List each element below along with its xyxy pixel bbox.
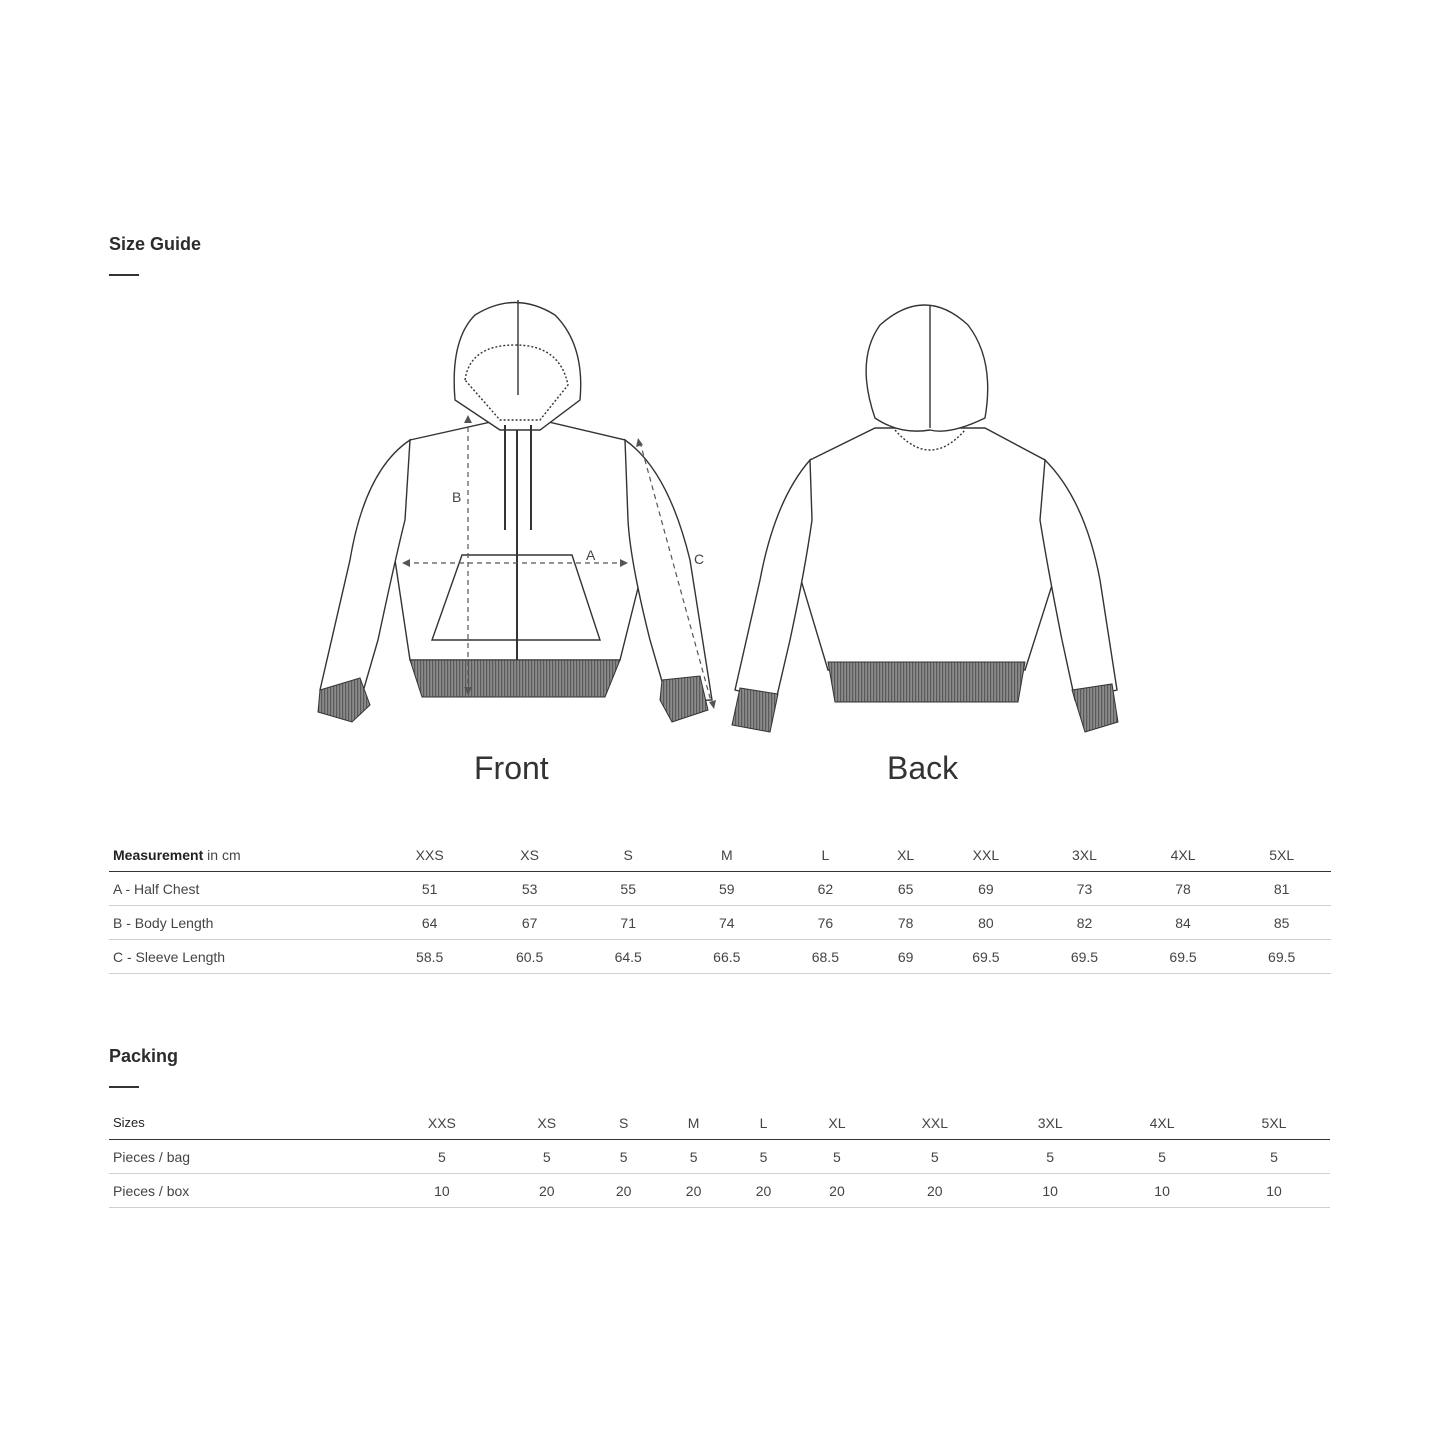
row-label: Pieces / box [113, 1182, 190, 1199]
table-cell: 64 [421, 914, 438, 931]
back-left-cuff [732, 688, 778, 732]
table-row [109, 1140, 1330, 1174]
size-guide-rule [109, 274, 139, 276]
table-cell: 10 [1042, 1182, 1058, 1199]
table-cell: 60.5 [516, 948, 544, 965]
size-col-header: XXS [415, 846, 444, 863]
size-col-header: M [687, 1114, 700, 1131]
table-cell: 53 [521, 880, 538, 897]
table-cell: 82 [1076, 914, 1093, 931]
size-col-header: XXS [427, 1114, 456, 1131]
size-col-header: 4XL [1149, 1114, 1175, 1131]
table-cell: 84 [1175, 914, 1191, 931]
front-hoodie [320, 300, 712, 702]
table-cell: 5 [759, 1148, 768, 1165]
table-cell: 5 [833, 1148, 841, 1165]
front-right-cuff [660, 676, 708, 722]
back-label: Back [887, 750, 959, 786]
back-right-cuff [1072, 684, 1118, 732]
table-cell: 5 [1158, 1148, 1166, 1165]
table-cell: 62 [817, 880, 834, 897]
measurement-header-unit: in cm [203, 846, 241, 863]
table-cell: 5 [689, 1148, 698, 1165]
table-cell: 20 [829, 1182, 845, 1199]
table-cell: 69 [978, 880, 994, 897]
row-label: Pieces / bag [113, 1148, 191, 1165]
sizes-header: Sizes [113, 1115, 145, 1130]
table-cell: 20 [755, 1182, 772, 1199]
table-cell: 20 [538, 1182, 555, 1199]
table-cell: 74 [719, 914, 735, 931]
table-row [109, 872, 1331, 906]
row-label: C - Sleeve Length [113, 948, 226, 965]
table-cell: 69.5 [1070, 948, 1099, 965]
back-hoodie [735, 305, 1117, 700]
marker-c: C [694, 551, 705, 567]
marker-b: B [452, 489, 462, 505]
table-cell: 5 [619, 1148, 628, 1165]
table-cell: 5 [930, 1148, 939, 1165]
size-col-header: S [618, 1114, 629, 1131]
table-row [109, 940, 1331, 974]
table-cell: 85 [1273, 914, 1290, 931]
size-col-header: XS [537, 1114, 557, 1131]
size-col-header: XXL [972, 846, 1000, 863]
packing-rule [109, 1086, 139, 1088]
table-cell: 66.5 [713, 948, 741, 965]
table-cell: 69.5 [1268, 948, 1296, 965]
table-cell: 78 [1175, 880, 1191, 897]
table-cell: 76 [817, 914, 834, 931]
size-table [109, 838, 1331, 974]
size-col-header: M [720, 846, 733, 863]
table-cell: 10 [1154, 1182, 1170, 1199]
table-cell: 10 [434, 1182, 450, 1199]
table-cell: 67 [521, 914, 538, 931]
table-cell: 5 [1046, 1148, 1055, 1165]
table-cell: 69.5 [1169, 948, 1197, 965]
measurement-header-label: Measurement [113, 846, 204, 863]
size-col-header: XL [897, 846, 915, 863]
size-col-header: 5XL [1269, 846, 1295, 863]
size-col-header: L [821, 846, 830, 863]
measurement-header [109, 838, 379, 872]
table-cell: 64.5 [614, 948, 642, 965]
table-cell: 5 [437, 1148, 446, 1165]
table-row [109, 906, 1331, 940]
table-cell: 20 [685, 1182, 702, 1199]
table-cell: 73 [1076, 880, 1093, 897]
table-row [109, 1174, 1330, 1208]
table-cell: 51 [421, 880, 438, 897]
table-cell: 69 [897, 948, 914, 965]
table-cell: 5 [1270, 1148, 1278, 1165]
table-cell: 71 [620, 914, 636, 931]
table-cell: 78 [897, 914, 914, 931]
table-cell: 81 [1273, 880, 1290, 897]
table-cell: 59 [719, 880, 735, 897]
size-table-header [109, 838, 1331, 872]
size-col-header: XS [520, 846, 539, 863]
size-col-header: 5XL [1261, 1114, 1287, 1131]
front-label: Front [474, 750, 549, 786]
table-cell: 80 [978, 914, 994, 931]
row-label: B - Body Length [113, 914, 214, 931]
back-waistband [828, 662, 1025, 702]
size-guide-title: Size Guide [109, 234, 202, 254]
table-cell: 65 [897, 880, 914, 897]
packing-table-header [109, 1106, 1330, 1140]
table-cell: 68.5 [811, 948, 839, 965]
table-cell: 55 [620, 880, 636, 897]
packing-table [109, 1106, 1330, 1208]
row-label: A - Half Chest [113, 880, 200, 897]
size-col-header: 3XL [1072, 846, 1097, 863]
table-cell: 5 [542, 1148, 551, 1165]
size-col-header: XL [828, 1114, 846, 1131]
table-cell: 20 [615, 1182, 632, 1199]
front-waistband [410, 660, 620, 697]
size-col-header: S [623, 846, 633, 863]
packing-title: Packing [109, 1046, 179, 1066]
size-col-header: XXL [921, 1114, 949, 1131]
table-cell: 58.5 [416, 948, 444, 965]
hoodie-illustration [300, 290, 1140, 750]
marker-a: A [586, 547, 596, 563]
table-cell: 69.5 [972, 948, 1000, 965]
table-cell: 10 [1266, 1182, 1282, 1199]
size-col-header: L [759, 1114, 768, 1131]
table-cell: 20 [927, 1182, 943, 1199]
size-col-header: 4XL [1170, 846, 1196, 863]
size-col-header: 3XL [1037, 1114, 1063, 1131]
